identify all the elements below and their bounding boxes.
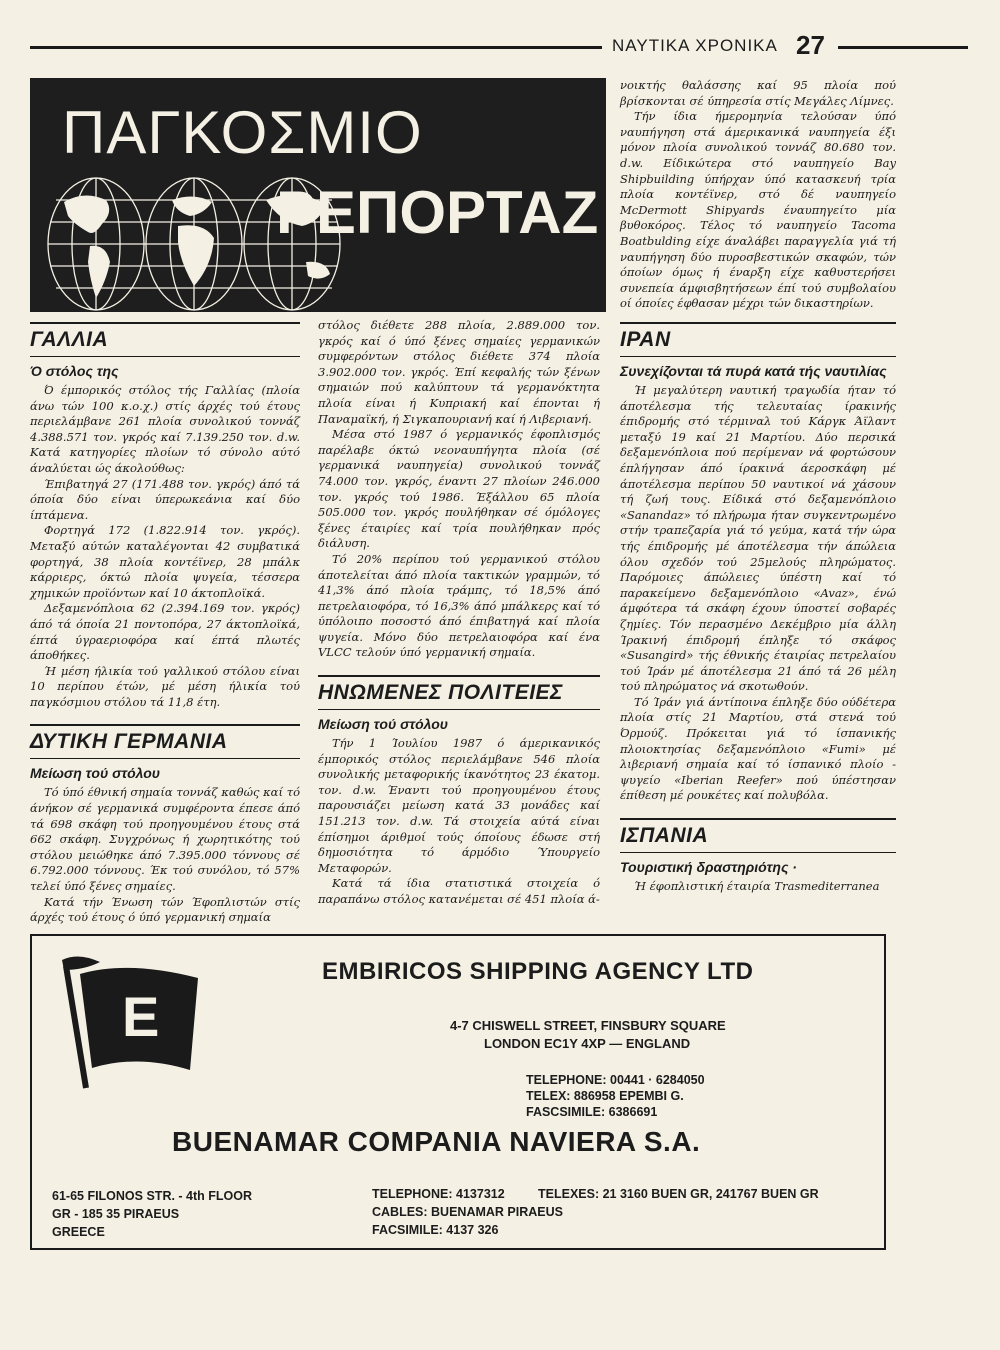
paragraph: Τήν 1 Ίουλίου 1987 ό άμερικανικός έμπορικός στόλος περιελάμβανε 546 πλοία συνολικής μεταφορικής ίκανότητος 23 έκατομ. τον. d.w. Έναντι τού προηγουμένου έτους παρουσιάζει μείωση κατά 33 μονάδες καί 151.213 τον. d.w. Τά στοιχεία αύτά είναι έπίσημοι άριθμοί τούς όποίους έδωσε στή δημοσιότητα τό άρμόδιο Ύπουργείο Μεταφορών. bbox=[318, 736, 600, 875]
section-title-germany: ΔΥΤΙΚΗ ΓΕΡΜΑΝΙΑ bbox=[30, 730, 228, 754]
section-rule bbox=[620, 322, 896, 324]
section-rule bbox=[318, 709, 600, 710]
paragraph: Τό ύπό έθνική σημαία τοννάζ καθώς καί τό άνήκον σέ γερμανικά συμφέροντα έπεσε άπό τά 698 σκάφη τού προηγουμένου έτους στά 662 σκάφη. Συγχρόνως ή χωρητικότης τού στόλου μειώθηκε άπό 7.395.000 τόννους σέ 6.792.000 τόννους. Έκ τού συνόλου, τό 57% τελεί ύπό ξένες σημαίες. bbox=[30, 785, 300, 894]
banner bbox=[30, 78, 606, 312]
flag-letter: E bbox=[122, 985, 160, 1048]
header-rule-left bbox=[30, 46, 602, 49]
column-3 bbox=[620, 318, 896, 895]
paragraph: Ή μεγαλύτερη ναυτική τραγωδία ήταν τό άποτέλεσμα τής τελευταίας ίρακινής έπιδρομής στό τέρμιναλ τού Κάργκ Άϊλαντ μεταξύ 19 καί 21 Μαρτίου. Δύο περσικά δεξαμενόπλοια πού περίμεναν νά φορτώσουν έπλήγησαν άπό ίρακινά άεροσκάφη μέ άποτέλεσμα περίπου 50 ναυτικοί νά χάσουν τή ζωή τους. Είδικά στό δεξαμενόπλοιο «Sanandaz» τό πλήρωμα ήταν συγκεντρωμένο στήν τραπεζαρία γιά τό γεύμα, κατά τήν ώρα τής έπιδρομής μέ άποτέλεσμα τήν άπώλεια όλου σχεδόν τού 25μελούς πληρώματος. Παρόμοιες άπώλειες ύπέστη καί τό παρακείμενο δεξαμενόπλοιο «Avaz», ένώ άμφότερα τά σκάφη έχουν ύποστεί σοβαρές ζημίες. Τόν περασμένο Δεκέμβριο μία άλλη Ίρακινή έπιδρομή έπληξε τό σκάφος «Susangird» τής έθνικής έταιρίας πετρελαίου τού Ίράν μέ άποτέλεσμα 21 άπό τά 26 μέλη τού πληρώματος νά σκοτωθούν. bbox=[620, 383, 896, 694]
paragraph: Τό Ίράν γιά άντίποινα έπληξε δύο ούδέτερα πλοία στίς 21 Μαρτίου, στά στενά τού Όρμούζ. Πρόκειται γιά τό ίσπανικής πλοιοκτησίας δεξαμενόπλοιο «Fumi» μέ λιβεριανή σημαία καί τό ίσπανικό πλοίο - ψυγείο «Iberian Reefer» πού ύπέστησαν έπίθεση μέ ρουκέτες καί πολυβόλα. bbox=[620, 694, 896, 803]
advertisement bbox=[30, 934, 886, 1250]
section-rule bbox=[620, 818, 896, 820]
section-rule bbox=[30, 322, 300, 324]
paragraph: Έπιβατηγά 27 (171.488 τον. γκρός) άπό τά όποία δύο είναι ύπερωκεάνια καί δύο ίπτάμενα. bbox=[30, 476, 300, 522]
subtitle-germany: Μείωση τού στόλου bbox=[30, 765, 161, 782]
page-number: 27 bbox=[796, 30, 825, 60]
paragraph: Φορτηγά 172 (1.822.914 τον. γκρός). Μεταξύ αύτών καταλέγονται 42 συμβατικά φορτηγά, 38 πλοία κοντέϊνερ, 28 μπάλκ κάρριερς, όκτώ πλοία ψυγεία, τέσσερα χημικών προϊόντων καί 10 άκτοπλοϊκά. bbox=[30, 523, 300, 600]
section-rule bbox=[318, 675, 600, 677]
paragraph: νοικτής θαλάσσης καί 95 πλοία πού βρίσκονται σέ ύπηρεσία στίς Μεγάλες Λίμνες. bbox=[620, 78, 896, 108]
address-line: 61-65 FILONOS STR. - 4th FLOOR bbox=[52, 1189, 253, 1203]
company-name-embiricos: EMBIRICOS SHIPPING AGENCY LTD bbox=[322, 958, 754, 985]
column-1 bbox=[30, 318, 300, 926]
paragraph: Τήν ίδια ήμερομηνία τελούσαν ύπό ναυπήγηση στά άμερικανικά ναυπηγεία έξι μόνον πλοία συνολικού τοννάζ 80.680 τον. d.w. Είδικώτερα στό ναυπηγείο Bay Shipbuilding ύπήρχαν ύπό κατασκευή τρία πλοία κοντέϊνερ, στό δέ ναυπηγείο McDermott Shipyards έναυπηγείτο μία βυθοκόρος. Τέλος τό ναυπηγείο Tacoma Boatbulding είχε άναλάβει παραγγελία γιά τή ναυπήγηση δύο πυροσβεστικών σκαφών, τών όποίων όμως ή έναρξη είχε καθυστερήσει συνεπεία άμφισβητήσεων έπί τού συμβολαίου οί όποίες έφθασαν μέχρι τών δικαστηρίων. bbox=[620, 109, 896, 311]
address-line: 4-7 CHISWELL STREET, FINSBURY SQUARE bbox=[450, 1018, 726, 1033]
section-rule bbox=[30, 724, 300, 726]
subtitle-spain: Τουριστική δραστηριότης · bbox=[620, 859, 797, 876]
section-title-usa: ΗΝΩΜΕΝΕΣ ΠΟΛΙΤΕΙΕΣ bbox=[318, 681, 563, 705]
telex-1: TELEX: 886958 EPEMBI G. bbox=[526, 1089, 684, 1103]
section-rule bbox=[620, 356, 896, 357]
subtitle-iran: Συνεχίζονται τά πυρά κατά τής ναυτιλίας bbox=[620, 363, 887, 379]
section-rule bbox=[620, 852, 896, 853]
banner-title-line2: ΡΕΠΟΡΤΑΖ bbox=[276, 179, 599, 246]
column-3-top bbox=[620, 78, 896, 312]
paragraph: Κατά τά ίδια στατιστικά στοιχεία ό παραπάνω στόλος κατανέμεται σέ 451 πλοία ά- bbox=[318, 876, 600, 906]
column-2 bbox=[318, 318, 600, 908]
header-rule-right bbox=[838, 46, 968, 49]
subtitle-usa: Μείωση τού στόλου bbox=[318, 716, 449, 733]
section-title-spain: ΙΣΠΑΝΙΑ bbox=[620, 824, 709, 848]
section-rule bbox=[30, 356, 300, 357]
telephone-1: TELEPHONE: 00441 · 6284050 bbox=[526, 1073, 705, 1087]
paragraph: Δεξαμενόπλοια 62 (2.394.169 τον. γκρός) άπό τά όποία 21 ποντοπόρα, 27 άκτοπλοϊκά, έπτά ύγραεριοφόρα καί έπτά πλωτές άποθήκες. bbox=[30, 601, 300, 663]
telephone-2: TELEPHONE: 4137312 bbox=[372, 1187, 505, 1201]
section-rule bbox=[30, 758, 300, 759]
paragraph: Ή μέση ήλικία τού γαλλικού στόλου είναι 10 περίπου έτών, μέ μέση ήλικία τού παγκόσμιου στόλου τά 11,8 έτη. bbox=[30, 663, 300, 709]
magazine-title: ΝΑΥΤΙΚΑ ΧΡΟΝΙΚΑ bbox=[612, 36, 778, 55]
paragraph: Ή έφοπλιστική έταιρία Trasmediterranea bbox=[634, 879, 880, 894]
address-line: GREECE bbox=[52, 1225, 105, 1239]
address-line: LONDON EC1Y 4XP — ENGLAND bbox=[484, 1036, 691, 1051]
cables-2: CABLES: BUENAMAR PIRAEUS bbox=[372, 1205, 563, 1219]
company-name-buenamar: BUENAMAR COMPANIA NAVIERA S.A. bbox=[172, 1126, 701, 1157]
banner-title-line1: ΠΑΓΚΟΣΜΙΟ bbox=[62, 99, 423, 166]
paragraph: Κατά τήν Ένωση τών Έφοπλιστών στίς άρχές τού έτους ό ύπό γερμανική σημαία bbox=[30, 894, 300, 925]
paragraph: Τό 20% περίπου τού γερμανικού στόλου άποτελείται άπό πλοία τακτικών γραμμών, τό 41,3% άπό πλοία τράμπς, τό 18,5% άπό πετρελαιοφόρα, τό 16,3% άπό μπάλκερς καί τό ύπόλοιπο ποσοστό άπό έπιβατηγά καί πλοία ψυγεία. Μόνο δύο πετρελαιοφόρα καί ένα VLCC τελούν ύπό γερμανική σημαία. bbox=[318, 551, 600, 660]
section-title-gallia: ΓΑΛΛΙΑ bbox=[30, 328, 109, 351]
address-line: GR - 185 35 PIRAEUS bbox=[52, 1207, 180, 1221]
telexes-2: TELEXES: 21 3160 BUEN GR, 241767 BUEN GR bbox=[538, 1187, 819, 1201]
fax-2: FACSIMILE: 4137 326 bbox=[372, 1223, 499, 1237]
section-title-iran: ΙΡΑΝ bbox=[620, 328, 671, 351]
subtitle-gallia: Ό στόλος της bbox=[30, 363, 119, 379]
paragraph: Ό έμπορικός στόλος τής Γαλλίας (πλοία άνω τών 100 κ.ο.χ.) στίς άρχές τού έτους περιελάμβανε 261 πλοία συνολικού τοννάζ 4.388.571 τον. γκρός καί 7.139.250 τον. d.w. Κατά κατηγορίες πλοίων τό σύνολο αύτό άναλύεται ώς άκολούθως: bbox=[30, 383, 300, 475]
fax-1: FASCSIMILE: 6386691 bbox=[526, 1105, 658, 1119]
paragraph: στόλος διέθετε 288 πλοία, 2.889.000 τον. γκρός καί ό ύπό ξένες σημαίες γερμανικών συμφερόντων στόλος διέθετε 374 πλοία 3.902.000 τον. γκρός. Έπί κεφαλής τών ξένων σημαιών πού καλύπτουν τά γερμανόκτητα πλοία είναι ή Κυπριακή καί έπονται ή Παναμαϊκή, ή Σιγκαπουριανή καί ή Λιβεριανή. bbox=[318, 318, 600, 426]
paragraph: Μέσα στό 1987 ό γερμανικός έφοπλισμός παρέλαβε όκτώ νεοναυπήγητα πλοία (σέ γερμανικά ναυπηγεία) συνολικού τοννάζ 74.000 τον. γκρός, έναντι 27 πλοίων 246.000 τον. γκρός τού 1986. Έξάλλου 65 πλοία 505.000 τον. γκρός πουλήθηκαν σέ όμόλογες ξένες έταιρίες καί τρία πουλήθηκαν πρός διάλυση. bbox=[318, 427, 600, 551]
